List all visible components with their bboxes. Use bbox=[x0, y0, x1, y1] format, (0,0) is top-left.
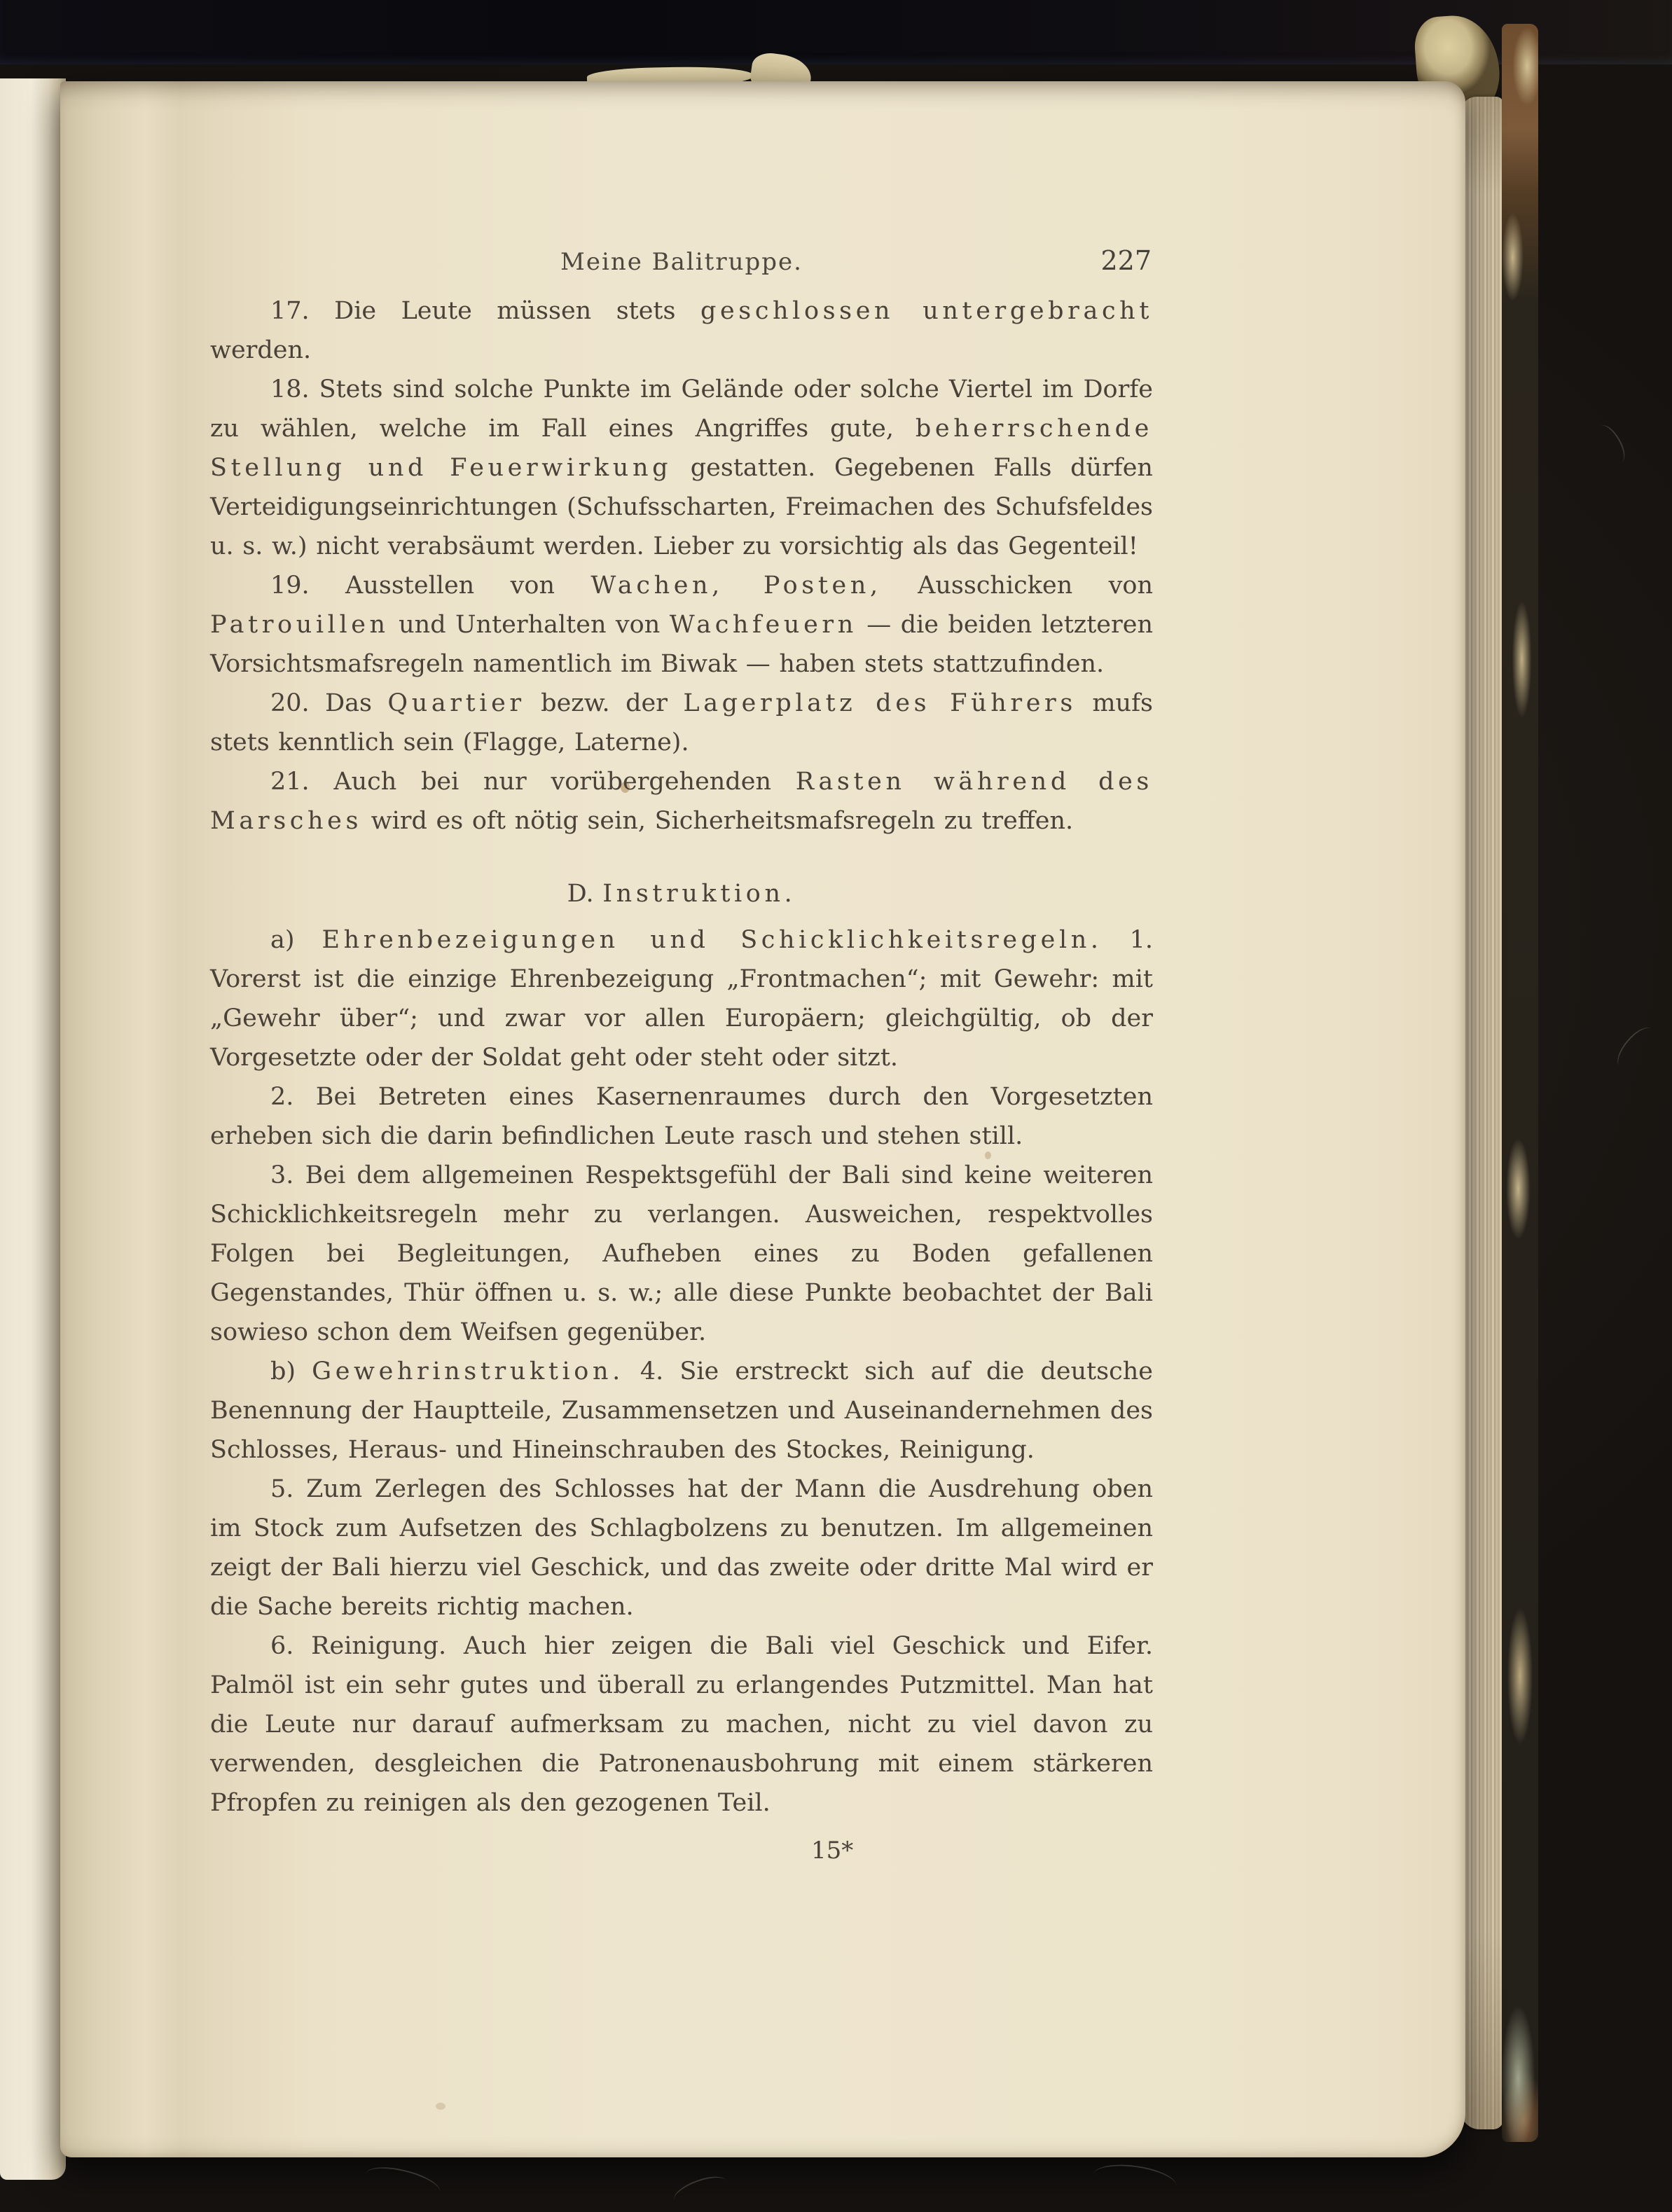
paper-stain bbox=[436, 2103, 445, 2110]
page-header bbox=[210, 245, 1153, 287]
item-a-1 bbox=[210, 920, 1153, 1077]
item-21 bbox=[210, 762, 1153, 841]
body-text bbox=[210, 291, 1153, 1823]
body-text-segment: 20. Das bbox=[270, 689, 388, 717]
previous-page-edge bbox=[0, 78, 66, 2180]
page-stack-fore-edge bbox=[1461, 97, 1503, 2129]
item-b-4 bbox=[210, 1352, 1153, 1470]
item-19 bbox=[210, 566, 1153, 684]
heading-d-instruktion bbox=[210, 874, 1153, 913]
dust-fiber bbox=[1091, 2160, 1179, 2201]
emphasized-text: Ehrenbezeigungen und Schicklichkeitsregeln. bbox=[322, 926, 1103, 954]
body-text-segment: und Unterhalten von bbox=[389, 611, 670, 639]
emphasized-text: Patrouillen bbox=[210, 611, 389, 639]
body-text-segment: D. bbox=[567, 880, 603, 908]
body-text-segment: 21. Auch bei nur vorübergehenden bbox=[270, 768, 796, 796]
item-20 bbox=[210, 684, 1153, 762]
body-text-segment: Ausschicken von bbox=[881, 572, 1154, 600]
body-text-segment: 6. Reinigung. Auch hier zeigen die Bali viel Geschick und Eifer. Palmöl ist ein sehr gutes und überall zu erlangendes Putzmittel. Man hat die Leute nur darauf aufmerksam zu machen, nicht zu viel davon zu verwenden, desgleichen die Patronenausbohrung mit einem stärkeren Pfropfen zu reinigen als den gezogenen Teil. bbox=[210, 1632, 1153, 1817]
emphasized-text: Gewehrinstruktion. bbox=[312, 1357, 624, 1385]
body-text-segment: — die beiden letzteren Vorsichtsmafsregeln namentlich im Biwak — haben stets stattzufinden. bbox=[210, 611, 1153, 678]
running-header: Meine Balitruppe. bbox=[560, 248, 803, 276]
emphasized-text: Quartier bbox=[387, 689, 525, 717]
body-text-segment: bezw. der bbox=[525, 689, 684, 717]
dust-fiber bbox=[1592, 421, 1630, 467]
dust-fiber bbox=[362, 2161, 443, 2205]
body-text-segment: a) bbox=[270, 926, 322, 954]
body-text-segment: 4. Sie erstreckt sich auf die deutsche Benennung der Hauptteile, Zusammensetzen und Auseinandernehmen des Schlosses, Heraus- und Hineinschrauben des Stockes, Reinigung. bbox=[210, 1357, 1153, 1464]
emphasized-text: geschlossen untergebracht bbox=[700, 297, 1153, 325]
item-17 bbox=[210, 291, 1153, 370]
text-column bbox=[210, 245, 1154, 1865]
item-6 bbox=[210, 1626, 1153, 1823]
dust-fiber bbox=[670, 2171, 731, 2211]
body-text-segment: b) bbox=[270, 1357, 312, 1385]
body-text-segment: 1. Vorerst ist die einzige Ehrenbezeigung „Frontmachen“; mit Gewehr: mit „Gewehr über“; und zwar vor allen Europäern; gleichgültig, ob der Vorgesetzte oder der Soldat geht oder steht oder sitzt. bbox=[210, 926, 1153, 1072]
body-text-segment: 5. Zum Zerlegen des Schlosses hat der Mann die Ausdrehung oben im Stock zum Aufsetzen des Schlagbolzens zu benutzen. Im allgemeinen zeigt der Bali hierzu viel Geschick, und das zweite oder dritte Mal wird er die Sache bereits richtig machen. bbox=[210, 1475, 1153, 1621]
body-text-segment: gestatten. Gegebenen Falls dürfen Verteidigungseinrichtungen (Schufsscharten, Freimachen des Schufsfeldes u. s. w.) nicht verabsäumt werden. Lieber zu vorsichtig als das Gegenteil! bbox=[210, 454, 1153, 560]
signature-mark: 15* bbox=[811, 1837, 854, 1865]
body-text-segment: 17. Die Leute müssen stets bbox=[270, 297, 700, 325]
item-3 bbox=[210, 1156, 1153, 1352]
dust-fiber bbox=[1611, 1022, 1660, 1074]
emphasized-text: Instruktion. bbox=[602, 880, 796, 908]
emphasized-text: beherrschende Stellung und Feuerwirkung bbox=[210, 415, 1153, 482]
body-text-segment: wird es oft nötig sein, Sicherheitsmafsregeln zu treffen. bbox=[362, 807, 1074, 835]
body-text-segment: 3. Bei dem allgemeinen Respektsgefühl der Bali sind keine weiteren Schicklichkeitsregeln mehr zu verlangen. Ausweichen, respektvolles Folgen bei Begleitungen, Aufheben eines zu Boden gefallenen Gegenstandes, Thür öffnen u. s. w.; alle diese Punkte beobachtet der Bali sowieso schon dem Weifsen gegenüber. bbox=[210, 1161, 1153, 1346]
emphasized-text: Rasten während des Marsches bbox=[210, 768, 1153, 835]
item-2 bbox=[210, 1077, 1153, 1156]
page-number: 227 bbox=[1100, 245, 1152, 276]
emphasized-text: Lagerplatz des Führers bbox=[683, 689, 1077, 717]
item-18 bbox=[210, 370, 1153, 566]
body-text-segment: werden. bbox=[210, 336, 312, 364]
emphasized-text: Wachfeuern bbox=[669, 611, 857, 639]
item-5 bbox=[210, 1470, 1153, 1626]
book-cover-right-edge bbox=[1502, 24, 1538, 2142]
emphasized-text: Wachen, Posten, bbox=[590, 572, 882, 600]
book-page bbox=[60, 81, 1465, 2157]
body-text-segment: 19. Ausstellen von bbox=[270, 572, 591, 600]
body-text-segment: mufs stets kenntlich sein (Flagge, Laterne). bbox=[210, 689, 1153, 756]
body-text-segment: 18. Stets sind solche Punkte im Gelände oder solche Viertel im Dorfe zu wählen, welche im Fall eines Angriffes gute, bbox=[210, 375, 1153, 443]
body-text-segment: 2. Bei Betreten eines Kasernenraumes durch den Vorgesetzten erheben sich die darin befindlichen Leute rasch und stehen still. bbox=[210, 1083, 1153, 1150]
